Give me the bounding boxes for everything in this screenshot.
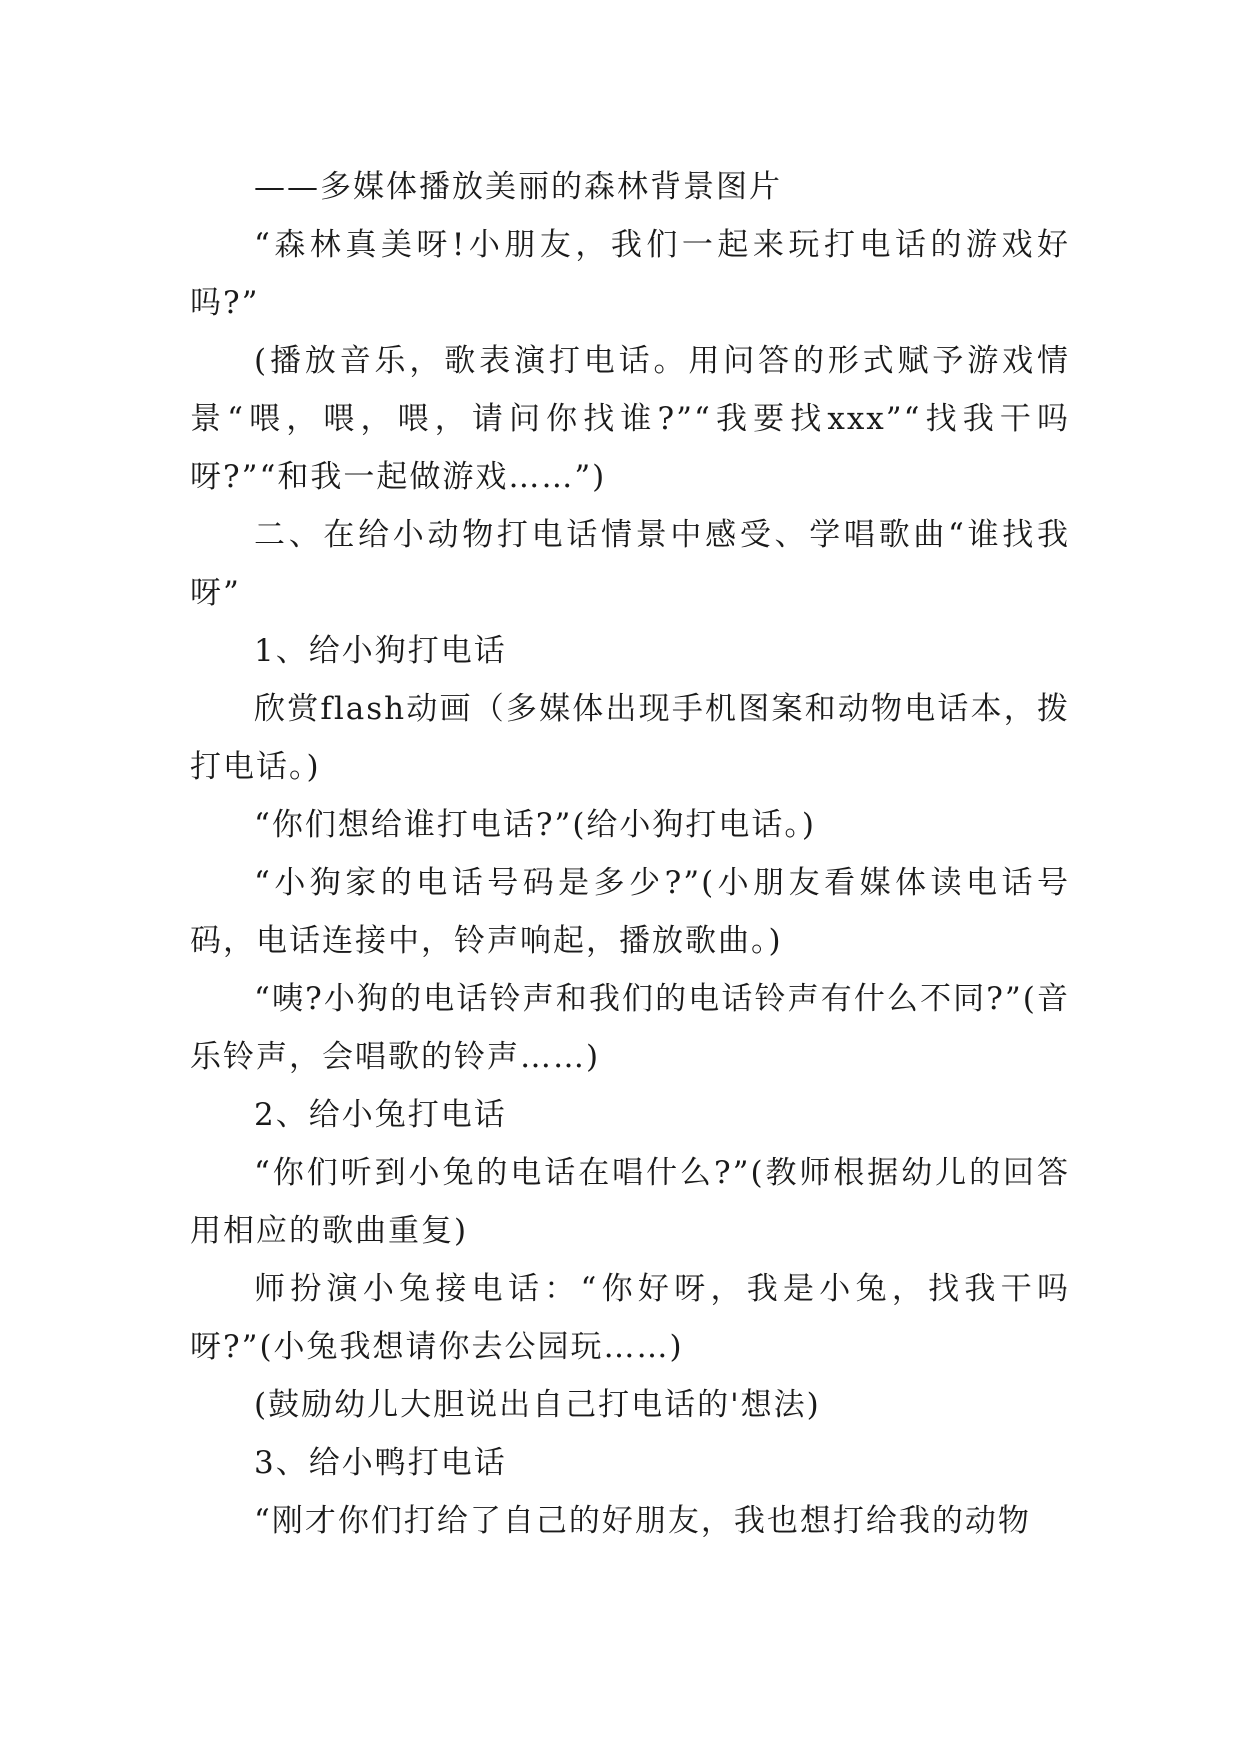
subheading-call-bunny: 2、给小兔打电话 [254, 1097, 507, 1133]
paragraph-bunny-song: “你们听到小兔的电话在唱什么?”(教师根据幼儿的回答用相应的歌曲重复) [190, 1155, 1070, 1249]
section-heading-two: 二、在给小动物打电话情景中感受、学唱歌曲“谁找我呀” [190, 517, 1070, 611]
paragraph-flash-animation: 欣赏flash动画（多媒体出现手机图案和动物电话本，拨打电话。) [190, 691, 1070, 785]
paragraph-who-to-call: “你们想给谁打电话?”(给小狗打电话。) [254, 807, 817, 843]
paragraph-teacher-bunny: 师扮演小兔接电话：“你好呀，我是小兔，找我干吗呀?”(小兔我想请你去公园玩……) [190, 1271, 1070, 1365]
paragraph-ringtone-difference: “咦?小狗的电话铃声和我们的电话铃声有什么不同?”(音乐铃声，会唱歌的铃声……) [190, 981, 1070, 1075]
subheading-call-duckling: 3、给小鸭打电话 [254, 1445, 507, 1481]
paragraph-call-friends: “刚才你们打给了自己的好朋友，我也想打给我的动物 [254, 1503, 1031, 1539]
paragraph-encourage-children: (鼓励幼儿大胆说出自己打电话的'想法) [254, 1387, 821, 1423]
paragraph-forest-invitation: “森林真美呀!小朋友，我们一起来玩打电话的游戏好吗?” [190, 227, 1070, 321]
paragraph-puppy-phone-number: “小狗家的电话号码是多少?”(小朋友看媒体读电话号码，电话连接中，铃声响起，播放歌曲。) [190, 865, 1070, 959]
paragraph-multimedia-forest: ——多媒体播放美丽的森林背景图片 [254, 169, 782, 205]
document-body [190, 158, 1070, 1550]
paragraph-phone-game-dialogue: (播放音乐，歌表演打电话。用问答的形式赋予游戏情景“喂，喂，喂，请问你找谁?”“我要找xxx”“找我干吗呀?”“和我一起做游戏……”) [190, 343, 1070, 495]
subheading-call-puppy: 1、给小狗打电话 [254, 633, 507, 669]
